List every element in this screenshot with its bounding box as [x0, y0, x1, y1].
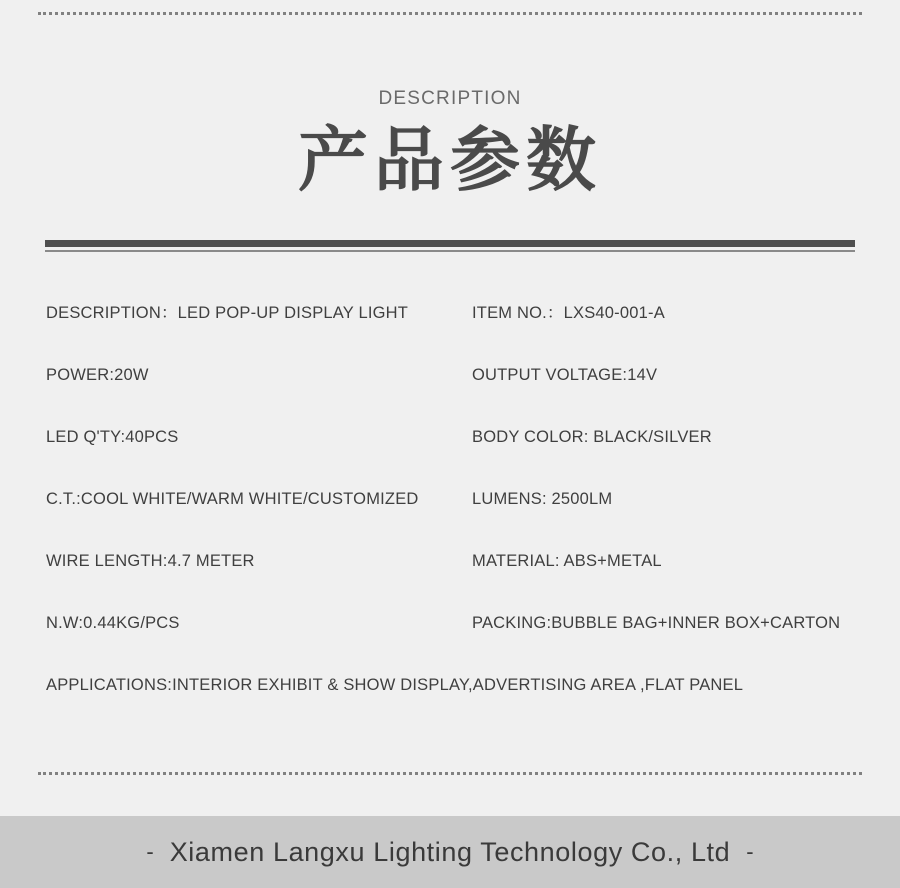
top-dotted-divider	[38, 12, 862, 18]
spec-material: MATERIAL: ABS+METAL	[472, 552, 662, 570]
spec-row	[46, 300, 858, 362]
spec-row	[46, 548, 858, 610]
spec-output-voltage: OUTPUT VOLTAGE:14V	[472, 366, 658, 384]
spec-net-weight: N.W:0.44KG/PCS	[46, 614, 180, 632]
spec-wire-length: WIRE LENGTH:4.7 METER	[46, 552, 255, 570]
header-block	[0, 88, 900, 200]
spec-description: DESCRIPTION：LED POP-UP DISPLAY LIGHT	[46, 304, 409, 322]
spec-color-temperature: C.T.:COOL WHITE/WARM WHITE/CUSTOMIZED	[46, 490, 419, 508]
header-eyebrow: DESCRIPTION	[378, 88, 522, 109]
footer-right-dash: -	[746, 839, 754, 864]
footer-band	[0, 816, 900, 888]
title-underline-bars	[45, 240, 855, 252]
spec-row	[46, 486, 858, 548]
spec-row	[46, 672, 858, 734]
spec-applications: APPLICATIONS:INTERIOR EXHIBIT & SHOW DISPLAY,ADVERTISING AREA ,FLAT PANEL	[46, 676, 744, 694]
spec-packing: PACKING:BUBBLE BAG+INNER BOX+CARTON	[472, 614, 841, 632]
underline-bar-thick	[45, 240, 855, 247]
spec-row	[46, 424, 858, 486]
footer-content	[146, 837, 753, 868]
page-title: 产品参数	[298, 119, 602, 201]
spec-power: POWER:20W	[46, 366, 149, 384]
spec-led-qty: LED Q'TY:40PCS	[46, 428, 179, 446]
footer-left-dash: -	[146, 839, 154, 864]
bottom-dotted-divider	[38, 772, 862, 778]
spec-body-color: BODY COLOR: BLACK/SILVER	[472, 428, 712, 446]
spec-lumens: LUMENS: 2500LM	[472, 490, 613, 508]
company-name: Xiamen Langxu Lighting Technology Co., Ltd	[169, 836, 731, 867]
spec-row	[46, 610, 858, 672]
underline-bar-thin	[45, 250, 855, 252]
spec-item-no: ITEM NO.：LXS40-001-A	[472, 304, 665, 322]
spec-row	[46, 362, 858, 424]
spec-list	[46, 300, 858, 734]
